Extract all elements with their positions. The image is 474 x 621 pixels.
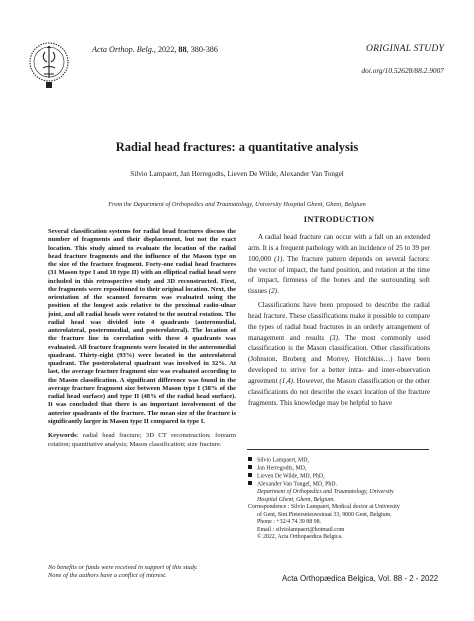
author-entry: Alexander Van Tongel, MD, PhD.	[248, 481, 432, 489]
intro-paragraph-2: Classifications have been proposed to describe the radial head fracture. These classifications make it possible to compare the types of radial head fractures in an orderly arrangement of management and results (3). The most commonly used classification is the Mason classification. Other classifications (Johnston, Broberg and Morrey, Hotchkiss…) have been developed to strive for a better intra- and inter-observation agreement (1,4). However, the Mason classification or the other classifications do not describe the exact location of the fracture fragments. This knowledge may be helpful to have	[248, 301, 430, 407]
department-line: Hospital Ghent, Ghent, Belgium.	[257, 496, 335, 503]
phone-line: Phone : +32/4 74 39 88 98.	[257, 519, 322, 525]
author-info-block	[248, 457, 432, 542]
section-heading: INTRODUCTION	[303, 215, 375, 224]
square-bullet-icon	[248, 457, 252, 461]
author-line: Silvio Lampaert, Jan Herregodts, Lieven De Wilde, Alexander Van Tongel	[130, 170, 344, 178]
correspondence-line: Correspondence : Silvio Lampaert, Medical doctor at University	[248, 504, 400, 510]
page-footer: Acta Orthopædica Belgica, Vol. 88 - 2 - 2022	[282, 574, 439, 583]
department-line: Department of Orthopedics and Traumatology, University	[257, 489, 394, 495]
author-entry: Silvio Lampaert, MD,	[248, 457, 432, 465]
author-entry: Lieven De Wilde, MD, PhD,	[248, 473, 432, 481]
introduction-column	[248, 215, 430, 409]
keywords: Keywords: radial head fracture; 3D CT reconstruction; forearm rotation; quantitative analysis; Mason classification; size fracture.	[48, 432, 236, 448]
funding-footnote	[48, 564, 198, 580]
square-bullet-icon	[248, 465, 252, 469]
email-line[interactable]: Email : silviolampaert@hotmail.com	[257, 526, 345, 533]
footnote-line: None of the authors have a conflict of interest.	[48, 572, 167, 579]
square-bullet-icon	[248, 481, 252, 485]
divider	[247, 449, 429, 450]
affiliation-line: From the Department of Orthopedics and Traumatology, University Hospital Ghent, Ghent, Belgium	[108, 201, 366, 208]
journal-reference: Acta Orthop. Belg., 2022, 88, 380-386	[92, 45, 218, 54]
author-entry: Jan Herregodts, MD,	[248, 465, 432, 473]
journal-logo-icon	[26, 38, 72, 92]
intro-paragraph-1: A radial head fracture can occur with a fall on an extended arm. It is a frequent pathology with an incidence of 25 to 39 per 100,000 (1). The fracture pattern depends on several factors: the vector of impact, the hand position, and rotation at the time of impact, firmness of the bones and the surrounding soft tissues (2).	[248, 233, 430, 296]
copyright-line: © 2022, Acta Orthopaedica Belgica.	[257, 534, 343, 540]
article-title: Radial head fractures: a quantitative analysis	[115, 140, 359, 154]
footnote-line: No benefits or funds were received in support of this study.	[48, 564, 198, 571]
article-type: ORIGINAL STUDY	[365, 43, 444, 54]
square-bullet-icon	[248, 473, 252, 477]
abstract-column	[48, 228, 236, 450]
abstract-text: Several classification systems for radial head fractures discuss the number of fragments and their displacement, but not the exact location. This study aimed to evaluate the location of the radial head fracture fragments and the influence of the Mason type on the size of the fracture fragment. Forty-one radial head fractures (31 Mason type I and 10 type II) with an elliptical radial head were included in this retrospective study and 3D reconstructed. First, the fragments were repositioned to their original location. Next, the orientation of the scanned forearm was evaluated using the position of the longest axis relative to the proximal radio-ulnar joint, and all radial heads were rotated to the neutral rotation. The radial head was divided into 4 quadrants (anteromedial, anterolateral, posteromedial, and posterolateral). The location of the fracture line in correlation with these 4 quadrants was evaluated. All fracture fragments were located in the anteromedial quadrant. Thirty-eight (93%) were located in the anterolateral quadrant. The posterolateral quadrant was involved in 32%. At last, the average fracture fragment size was evaluated according to the Mason classification. A significant difference was found in the average fracture fragment size between Mason type I (38% of the radial head surface) and type II (48% of the radial head surface). It was concluded that there is an important involvement of the anterior quadrants of the fracture. The mean size of the fracture is significantly larger in Mason type II compared to type I.	[48, 228, 236, 425]
doi-link[interactable]: doi.org/10.52628/88.2.9007	[361, 66, 444, 75]
correspondence-line: of Gent, Sint Pietersnieuwstraat 33, 9000 Gent, Belgium.	[257, 511, 392, 518]
